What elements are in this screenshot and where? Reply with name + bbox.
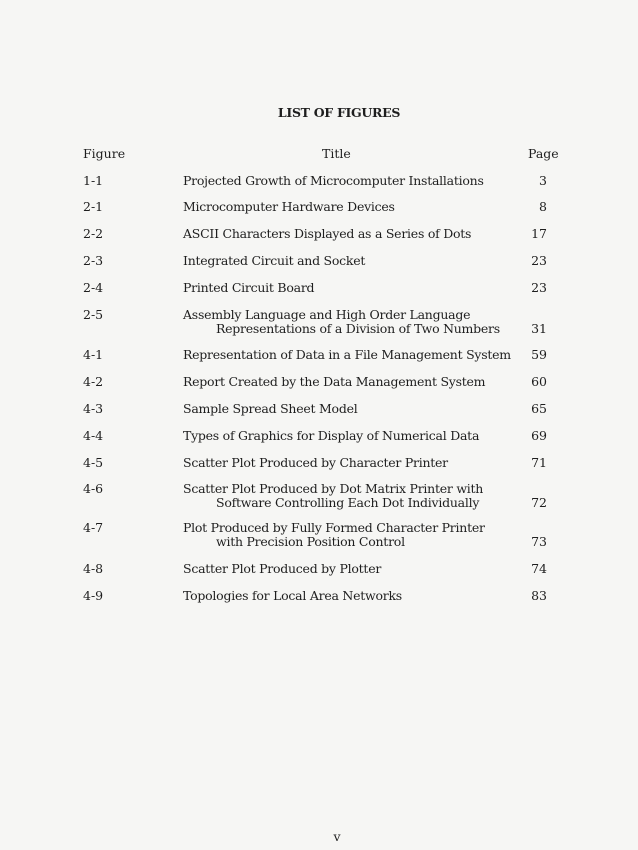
figure-title-continuation: Software Controlling Each Dot Individually [216, 495, 480, 510]
figure-title: Printed Circuit Board [183, 280, 315, 295]
figure-page: 59 [531, 347, 547, 362]
figure-number: 4-9 [83, 588, 104, 603]
figure-page: 74 [531, 561, 547, 576]
figure-page: 3 [539, 173, 547, 188]
figure-title: Projected Growth of Microcomputer Installations [183, 173, 484, 188]
figure-page: 69 [531, 428, 547, 443]
figure-title: Sample Spread Sheet Model [183, 401, 358, 416]
figure-title: Scatter Plot Produced by Plotter [183, 561, 382, 576]
figure-title: ASCII Characters Displayed as a Series of Dots [183, 226, 472, 241]
figure-page: 73 [531, 534, 547, 549]
column-header-title: Title [322, 146, 351, 161]
column-header-page: Page [528, 146, 559, 161]
column-header-figure: Figure [83, 146, 126, 161]
figure-number: 4-7 [83, 520, 104, 535]
figure-title: Microcomputer Hardware Devices [183, 199, 395, 214]
figure-number: 2-4 [83, 280, 104, 295]
figure-page: 60 [531, 374, 547, 389]
figure-number: 2-5 [83, 307, 104, 322]
figure-title-continuation: with Precision Position Control [216, 534, 405, 549]
figure-page: 8 [539, 199, 547, 214]
figure-number: 2-3 [83, 253, 104, 268]
figure-page: 31 [531, 321, 547, 336]
figure-number: 4-6 [83, 481, 104, 496]
figure-number: 1-1 [83, 173, 104, 188]
figure-page: 65 [531, 401, 547, 416]
figure-number: 4-3 [83, 401, 104, 416]
figure-title: Types of Graphics for Display of Numerical Data [183, 428, 480, 443]
figure-title: Report Created by the Data Management System [183, 374, 486, 389]
figure-page: 23 [531, 280, 547, 295]
figure-number: 4-4 [83, 428, 104, 443]
figure-number: 4-5 [83, 455, 104, 470]
figure-number: 2-2 [83, 226, 104, 241]
figure-title: Plot Produced by Fully Formed Character Printer [183, 520, 485, 535]
figure-title: Assembly Language and High Order Language [183, 307, 471, 322]
figure-page: 72 [531, 495, 547, 510]
figure-page: 23 [531, 253, 547, 268]
figure-page: 17 [531, 226, 547, 241]
page-heading: LIST OF FIGURES [277, 105, 401, 120]
figure-number: 4-2 [83, 374, 104, 389]
figure-title: Scatter Plot Produced by Dot Matrix Printer with [183, 481, 484, 496]
figure-number: 2-1 [83, 199, 104, 214]
figure-page: 83 [531, 588, 547, 603]
figure-number: 4-1 [83, 347, 104, 362]
page-number: v [333, 829, 341, 844]
figure-number: 4-8 [83, 561, 104, 576]
figure-title: Integrated Circuit and Socket [183, 253, 366, 268]
figure-title-continuation: Representations of a Division of Two Numbers [216, 321, 500, 336]
figure-title: Scatter Plot Produced by Character Printer [183, 455, 448, 470]
figure-page: 71 [531, 455, 547, 470]
figure-title: Topologies for Local Area Networks [183, 588, 402, 603]
figure-title: Representation of Data in a File Management System [183, 347, 511, 362]
